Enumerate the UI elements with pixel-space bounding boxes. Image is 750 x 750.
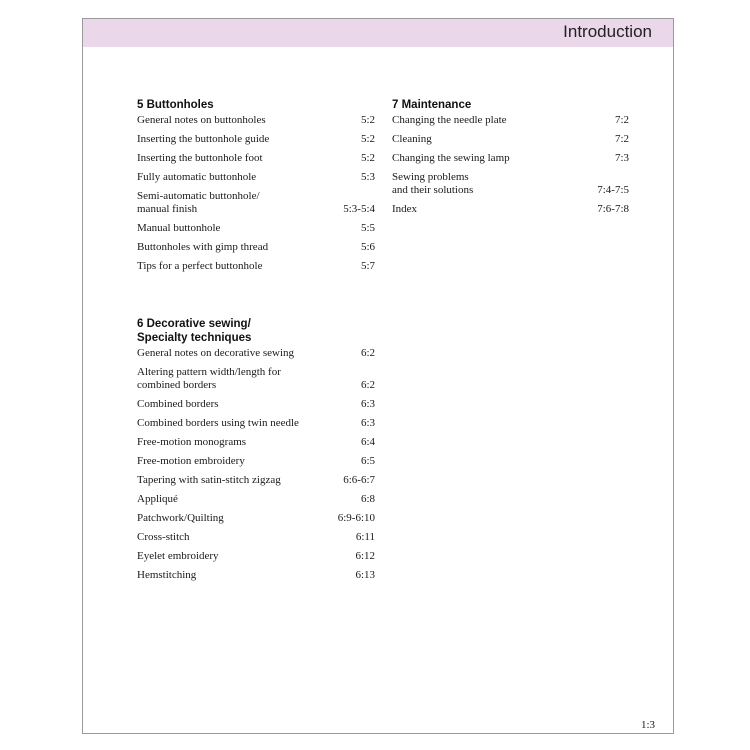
toc-entry-page: 7:6-7:8 [597,203,629,215]
toc-entry [137,190,375,216]
toc-entry-page: 5:2 [360,152,375,164]
toc-entry-label: Changing the sewing lamp [392,152,510,164]
toc-entry-label: Manual buttonhole [137,222,221,234]
toc-entry-page: 5:2 [360,133,375,145]
document-page [82,18,674,734]
toc-entry [137,171,375,184]
toc-entry-page: 6:9-6:10 [337,512,375,524]
toc-entry [137,493,375,506]
toc-entry-label: Appliqué [137,493,178,505]
section-title: 7 Maintenance [392,99,472,111]
toc-entry-label: Free-motion monograms [137,436,247,448]
toc-entry [137,366,375,392]
toc-entry [137,241,375,254]
toc-entry [137,114,375,127]
toc-entry-label: Altering pattern width/length for combined borders [137,366,281,391]
toc-entry [137,152,375,165]
toc-entry-label: Changing the needle plate [392,114,507,126]
toc-entry-page: 5:6 [360,241,375,253]
toc-entry [137,347,375,360]
toc-entry-page: 7:4-7:5 [597,184,629,196]
toc-entry [137,455,375,468]
section-maintenance [392,98,629,222]
toc-entry-page: 5:3-5:4 [343,203,375,215]
header-band [83,19,673,47]
toc-entry [392,203,629,216]
toc-entry [137,569,375,582]
toc-entry-label: Inserting the buttonhole foot [137,152,263,164]
toc-entry [137,133,375,146]
toc-entry-label: Combined borders [137,398,219,410]
toc-entry-label: Patchwork/Quilting [137,512,224,524]
toc-entry [392,133,629,146]
toc-entry-page: 5:7 [360,260,375,272]
toc-entry [137,512,375,525]
toc-entry-page: 6:13 [355,569,375,581]
toc-entry-label: General notes on decorative sewing [137,347,294,359]
toc-entry-page: 6:2 [360,347,375,359]
toc-entry-label: General notes on buttonholes [137,114,266,126]
toc-entry-page: 7:3 [614,152,629,164]
toc-entry-page: 6:5 [360,455,375,467]
toc-entry [137,531,375,544]
section-decorative-sewing [137,317,375,588]
toc-entry-label: Fully automatic buttonhole [137,171,257,183]
toc-entry-page: 6:2 [360,379,375,391]
page-number: 1:3 [640,719,655,731]
toc-entry [392,171,629,197]
toc-entry-page: 6:12 [355,550,375,562]
toc-entry [137,222,375,235]
toc-entry-page: 5:5 [360,222,375,234]
toc-entry-page: 6:8 [360,493,375,505]
toc-entry-label: Sewing problems and their solutions [392,171,474,196]
toc-entry-label: Buttonholes with gimp thread [137,241,269,253]
toc-entry-label: Inserting the buttonhole guide [137,133,270,145]
toc-entry-page: 6:3 [360,417,375,429]
toc-entry-label: Tapering with satin-stitch zigzag [137,474,281,486]
toc-entry [137,260,375,273]
toc-entry-label: Cross-stitch [137,531,190,543]
toc-entry [137,474,375,487]
toc-entry-page: 6:4 [360,436,375,448]
toc-entry-label: Free-motion embroidery [137,455,245,467]
toc-entry-label: Hemstitching [137,569,197,581]
toc-entry [137,417,375,430]
toc-entry-label: Index [392,203,418,215]
toc-entry-page: 6:11 [355,531,375,543]
toc-entry-page: 6:6-6:7 [343,474,375,486]
toc-entry [137,398,375,411]
toc-entry [137,436,375,449]
toc-entry-label: Eyelet embroidery [137,550,219,562]
toc-entry [392,114,629,127]
section-title: 5 Buttonholes [137,99,214,111]
toc-entry-page: 6:3 [360,398,375,410]
toc-entry-label: Semi-automatic buttonhole/ manual finish [137,190,260,215]
toc-entry-page: 5:2 [360,114,375,126]
section-title: 6 Decorative sewing/ Specialty techniques [137,318,252,344]
toc-entry-page: 5:3 [360,171,375,183]
toc-entry-page: 7:2 [614,114,629,126]
toc-entry-label: Cleaning [392,133,432,145]
toc-entry-label: Tips for a perfect buttonhole [137,260,263,272]
toc-entry-page: 7:2 [614,133,629,145]
toc-entry [137,550,375,563]
page-title: Introduction [563,22,652,41]
section-buttonholes [137,98,375,279]
toc-entry [392,152,629,165]
toc-entry-label: Combined borders using twin needle [137,417,299,429]
